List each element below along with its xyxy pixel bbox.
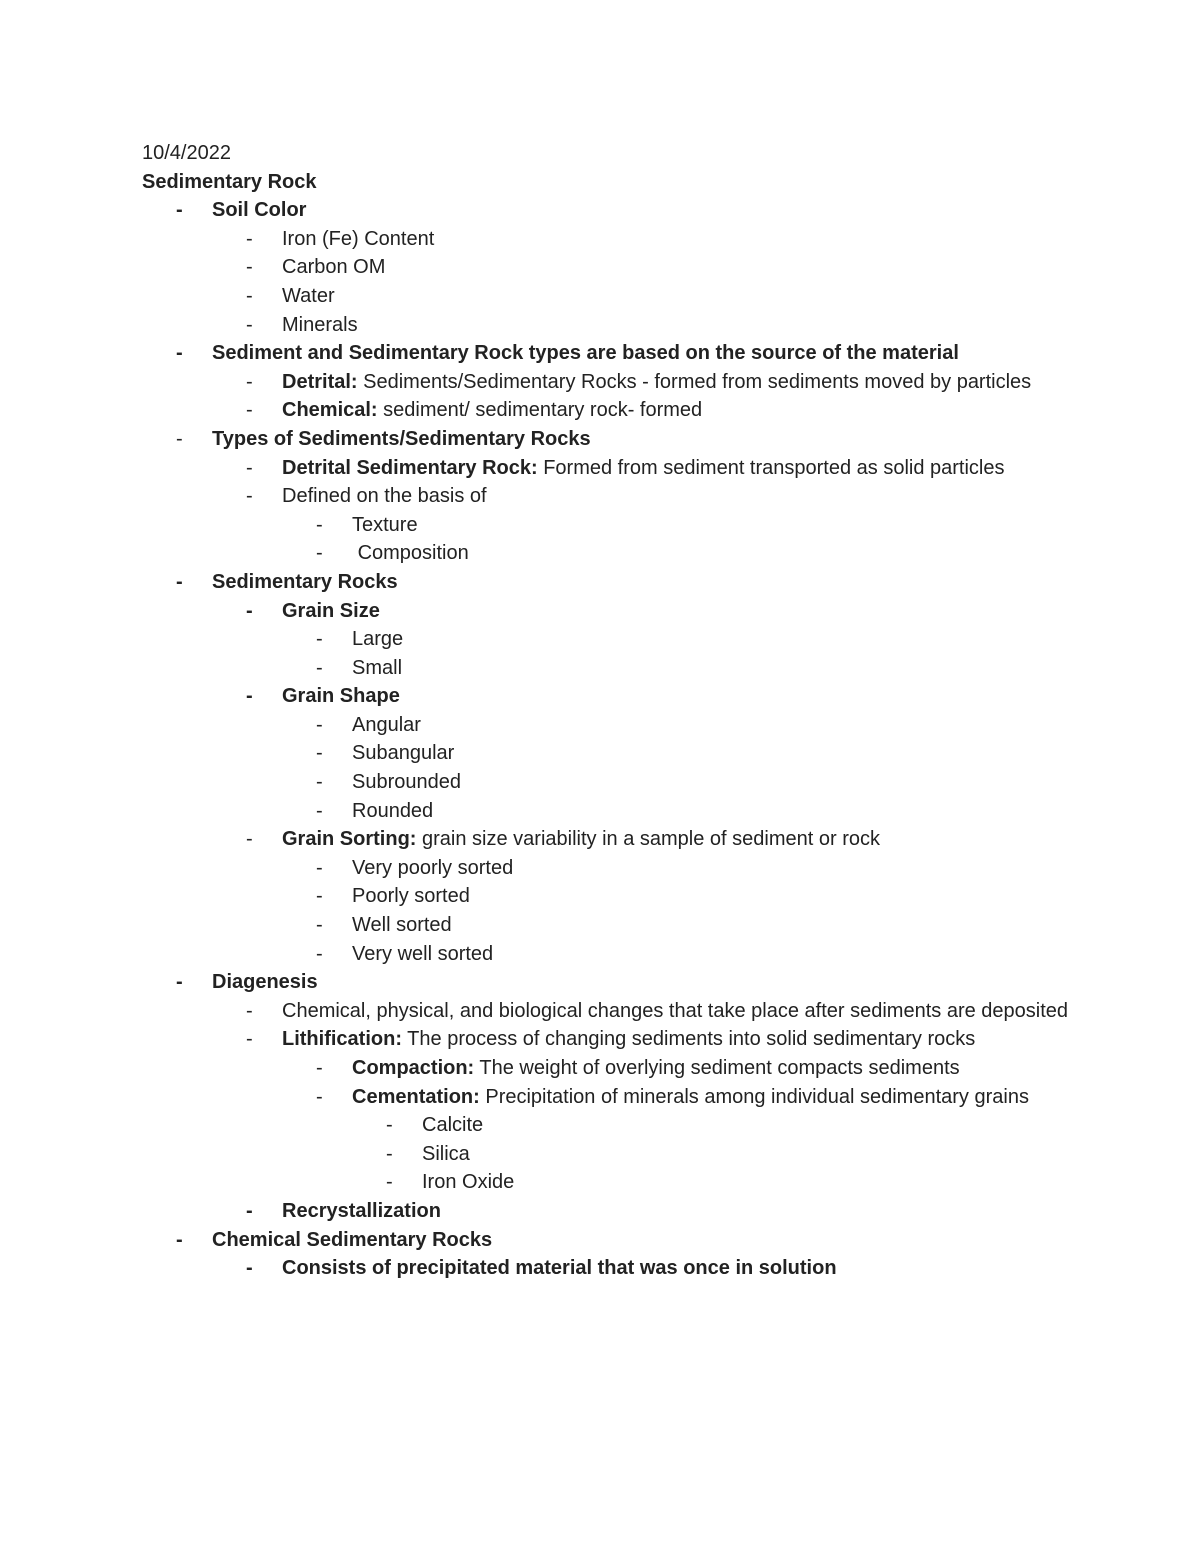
outline-item-text [352,739,1102,768]
outline-item-text [352,768,1102,797]
bullet-dash: - [176,427,183,450]
outline-item [142,597,1102,626]
outline-item-text [282,454,1102,483]
bullet-dash: - [386,1114,393,1137]
outline-item [142,1111,1102,1140]
outline-item [142,940,1102,969]
bullet-dash: - [246,370,253,393]
title-line [142,168,1102,197]
bullet-dash: - [246,999,253,1022]
outline-item [142,911,1102,940]
outline-item-text [352,797,1102,826]
outline-item [142,454,1102,483]
outline-item [142,882,1102,911]
outline-item-label: Grain Sorting: [282,828,417,851]
bullet-dash: - [176,971,183,994]
outline-item-text [352,625,1102,654]
outline-item [142,1197,1102,1226]
bullet-dash: - [316,799,323,822]
bullet-dash: - [316,513,323,536]
bullet-dash: - [316,771,323,794]
outline-item-body: sediment/ sedimentary rock- formed [377,399,703,422]
outline-item-text [352,854,1102,883]
outline-item-body: Subangular [352,742,455,765]
outline-item-label: Types of Sediments/Sedimentary Rocks [212,427,591,450]
bullet-dash: - [176,1228,183,1251]
document-title: Sedimentary Rock [142,170,317,193]
outline-item-text [352,539,1102,568]
outline-item-text [282,597,1102,626]
outline-item-text [212,425,1102,454]
outline-item-body: Well sorted [352,914,452,937]
date-text: 10/4/2022 [142,142,231,164]
bullet-dash: - [246,256,253,279]
outline-item-text [282,682,1102,711]
outline-item-label: Lithification: [282,1028,402,1051]
outline-item [142,711,1102,740]
outline-item [142,511,1102,540]
outline-item-body: Sediments/Sedimentary Rocks - formed from sediments moved by particles [357,370,1032,393]
outline-item-label: Grain Size [282,599,380,622]
outline-item [142,253,1102,282]
outline-item-text [212,196,1102,225]
bullet-dash: - [316,1085,323,1108]
outline-item-text [352,882,1102,911]
outline-item-body: Calcite [422,1114,484,1137]
outline-item-label: Compaction: [352,1057,475,1079]
outline-item-body: Precipitation of minerals among individual sedimentary grains [479,1085,1029,1108]
bullet-dash: - [246,685,253,708]
outline-item [142,339,1102,368]
outline-item-text [422,1168,1102,1197]
outline-item-body: Iron (Fe) Content [282,227,435,250]
outline-item-body: Defined on the basis of [282,485,487,508]
outline-item-text [352,1083,1102,1112]
bullet-dash: - [246,313,253,336]
outline-item [142,368,1102,397]
outline-item-text [352,911,1102,940]
outline-item-text [352,1054,1102,1083]
outline-item-text [212,339,1102,368]
bullet-dash: - [246,227,253,250]
outline-item-body: Chemical, physical, and biological changes that take place after sediments are deposited [282,999,1069,1022]
bullet-dash: - [176,570,183,593]
outline-item-body: Rounded [352,799,434,822]
outline-item-label: Chemical Sedimentary Rocks [212,1228,493,1251]
outline-item-text [282,482,1102,511]
bullet-dash: - [246,399,253,422]
outline-item-body: Formed from sediment transported as solid particles [537,456,1005,479]
outline-item-body: Very poorly sorted [352,856,514,879]
bullet-dash: - [246,456,253,479]
bullet-dash: - [316,542,323,565]
bullet-dash: - [316,1057,323,1079]
outline-item [142,739,1102,768]
outline-item [142,1226,1102,1255]
outline-item-text [282,282,1102,311]
bullet-outline [142,196,1102,1283]
outline-item [142,1054,1102,1083]
bullet-dash: - [246,828,253,851]
bullet-dash: - [246,599,253,622]
outline-item-text [282,825,1102,854]
outline-item-body: The weight of overlying sediment compacts sediments [474,1057,960,1079]
outline-item [142,1083,1102,1112]
date-line [142,139,1102,168]
bullet-dash: - [176,199,183,222]
bullet-dash: - [386,1142,393,1165]
outline-item [142,1140,1102,1169]
outline-item [142,1168,1102,1197]
outline-item-body: Subrounded [352,771,461,794]
outline-item [142,196,1102,225]
outline-item-body: Composition [352,542,469,565]
outline-item [142,854,1102,883]
outline-item [142,425,1102,454]
outline-item [142,1025,1102,1054]
outline-item-label: Sediment and Sedimentary Rock types are based on the source of the material [212,342,959,365]
outline-item [142,682,1102,711]
outline-item [142,482,1102,511]
bullet-dash: - [316,742,323,765]
bullet-dash: - [246,1199,253,1222]
bullet-dash: - [246,1257,253,1280]
outline-item-label: Cementation: [352,1085,480,1108]
bullet-dash: - [316,885,323,908]
outline-item-text [282,1197,1102,1226]
outline-item-text [282,311,1102,340]
outline-item-body: Iron Oxide [422,1171,515,1194]
outline-item-text [422,1140,1102,1169]
outline-item [142,797,1102,826]
outline-item-text [212,568,1102,597]
outline-item-label: Chemical: [282,399,378,422]
outline-item [142,768,1102,797]
outline-item-body: Minerals [282,313,358,336]
outline-item [142,625,1102,654]
bullet-dash: - [316,942,323,965]
outline-item-body: grain size variability in a sample of sediment or rock [416,828,880,851]
outline-item-body: Silica [422,1142,470,1165]
outline-item-body: Poorly sorted [352,885,470,908]
bullet-dash: - [246,1028,253,1051]
outline-item-text [352,940,1102,969]
outline-item-text [282,1254,1102,1283]
outline-item [142,997,1102,1026]
outline-item-text [212,968,1102,997]
outline-item [142,225,1102,254]
outline-item-body: The process of changing sediments into solid sedimentary rocks [401,1028,976,1051]
outline-item-text [422,1111,1102,1140]
outline-item-label: Recrystallization [282,1199,441,1222]
outline-item-body: Water [282,284,335,307]
bullet-dash: - [316,713,323,736]
outline-item-label: Grain Shape [282,685,400,708]
bullet-dash: - [246,485,253,508]
outline-item-body: Texture [352,513,418,536]
outline-item-body: Carbon OM [282,256,386,279]
outline-item-label: Detrital Sedimentary Rock: [282,456,538,479]
outline-item [142,825,1102,854]
bullet-dash: - [176,342,183,365]
outline-item [142,539,1102,568]
outline-item-label: Diagenesis [212,971,318,994]
outline-item-text [282,1025,1102,1054]
bullet-dash: - [386,1171,393,1194]
bullet-dash: - [316,656,323,679]
outline-item-body: Large [352,628,404,651]
document-page [142,139,1102,1283]
outline-item [142,282,1102,311]
outline-item [142,968,1102,997]
outline-item-label: Consists of precipitated material that was once in solution [282,1257,837,1280]
outline-item [142,1254,1102,1283]
outline-item-text [282,368,1102,397]
outline-item-text [282,253,1102,282]
outline-item-body: Small [352,656,403,679]
outline-item-label: Soil Color [212,199,307,222]
outline-item [142,568,1102,597]
outline-item-text [352,654,1102,683]
outline-item-text [282,225,1102,254]
bullet-dash: - [316,856,323,879]
outline-item-body: Very well sorted [352,942,494,965]
outline-item-text [352,711,1102,740]
bullet-dash: - [246,284,253,307]
outline-item-text [212,1226,1102,1255]
outline-item-body: Angular [352,713,421,736]
outline-item-label: Detrital: [282,370,358,393]
outline-item [142,654,1102,683]
bullet-dash: - [316,628,323,651]
outline-item [142,396,1102,425]
outline-item-text [282,396,1102,425]
bullet-dash: - [316,914,323,937]
outline-item [142,311,1102,340]
outline-item-label: Sedimentary Rocks [212,570,398,593]
outline-item-text [352,511,1102,540]
outline-item-text [282,997,1102,1026]
